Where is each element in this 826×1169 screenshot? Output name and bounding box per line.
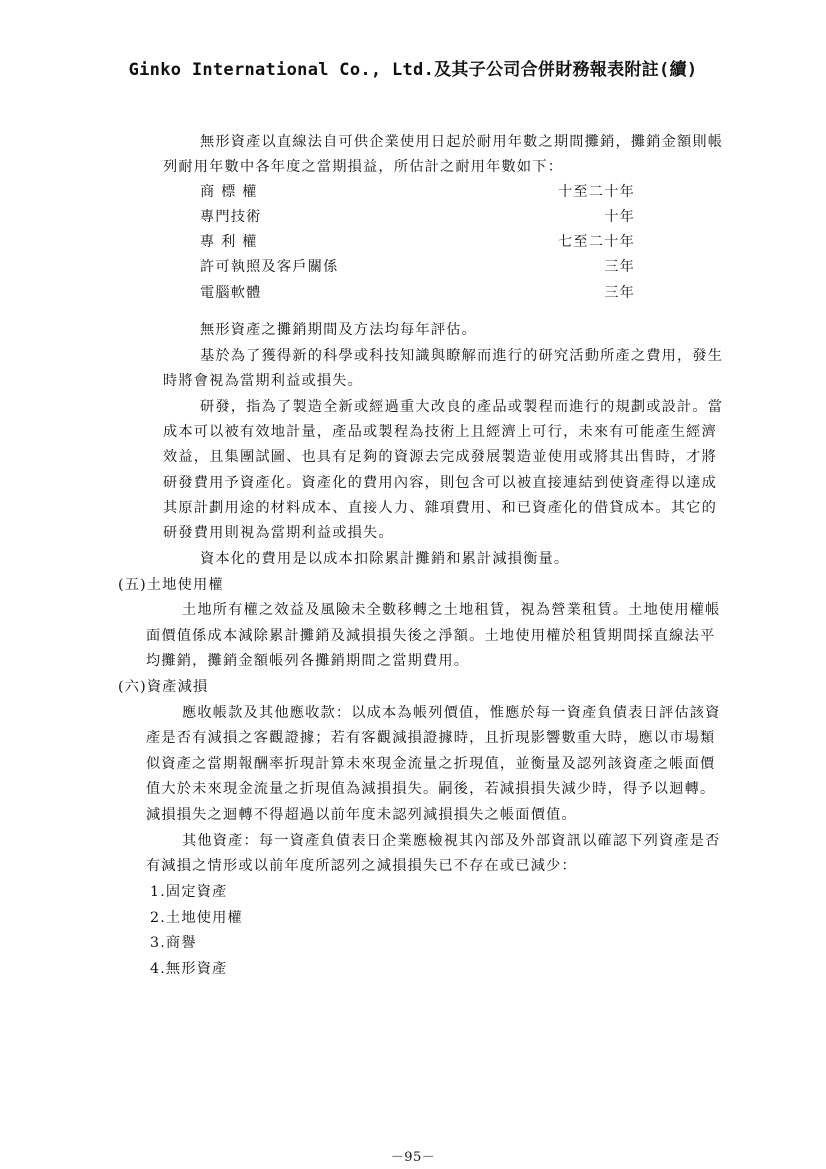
paragraph-line: 似資產之當期報酬率折現計算未來現金流量之折現值，並衡量及認列該資產之帳面價 xyxy=(146,756,716,772)
section-heading-impairment: (六)資產減損 xyxy=(118,679,209,695)
asset-name: 電腦軟體 xyxy=(200,285,262,301)
asset-years: 十至二十年 xyxy=(558,184,635,200)
paragraph-line: 土地所有權之效益及風險未全數移轉之土地租賃，視為營業租賃。土地使用權帳 xyxy=(182,602,721,618)
paragraph-line: 其原計劃用途的材料成本、直接人力、雜項費用、和已資產化的借貸成本。其它的 xyxy=(163,500,717,516)
section-heading-land-use: (五)土地使用權 xyxy=(118,577,224,593)
paragraph-line: 其他資產：每一資產負債表日企業應檢視其內部及外部資訊以確認下列資產是否 xyxy=(182,833,721,849)
asset-name: 專門技術 xyxy=(200,209,262,225)
list-item: 3.商譽 xyxy=(150,935,197,951)
asset-name: 商 標 權 xyxy=(200,184,258,200)
paragraph-line: 列耐用年數中各年度之當期損益，所估計之耐用年數如下： xyxy=(163,159,564,175)
page-header: Ginko International Co., Ltd.及其子公司合併財務報表附註(續) xyxy=(128,60,698,80)
paragraph-line: 無形資產以直線法自可供企業使用日起於耐用年數之期間攤銷，攤銷金額則帳 xyxy=(200,134,724,150)
asset-years: 三年 xyxy=(604,259,635,275)
list-item: 4.無形資產 xyxy=(150,961,228,977)
list-item: 1.固定資產 xyxy=(150,884,228,900)
paragraph-line: 無形資產之攤銷期間及方法均每年評估。 xyxy=(200,322,477,338)
paragraph-line: 研發，指為了製造全新或經過重大改良的產品或製程而進行的規劃或設計。當 xyxy=(200,399,724,415)
paragraph-line: 減損損失之迴轉不得超過以前年度未認列減損損失之帳面價值。 xyxy=(146,807,577,823)
paragraph-line: 應收帳款及其他應收款：以成本為帳列價值，惟應於每一資產負債表日評估該資 xyxy=(182,705,721,721)
paragraph-line: 成本可以被有效地計量，產品或製程為技術上且經濟上可行，未來有可能產生經濟 xyxy=(163,424,717,440)
paragraph-line: 時將會視為當期利益或損失。 xyxy=(163,373,364,389)
page-number: －95－ xyxy=(390,1150,436,1165)
paragraph-line: 研發費用予資產化。資產化的費用內容，則包含可以被直接連結到使資產得以達成 xyxy=(163,475,717,491)
paragraph-line: 產是否有減損之客觀證據；若有客觀減損證據時，且折現影響數重大時，應以市場類 xyxy=(146,730,716,746)
paragraph-line: 基於為了獲得新的科學或科技知識與瞭解而進行的研究活動所產之費用，發生 xyxy=(200,348,724,364)
paragraph-line: 效益，且集團試圖、也具有足夠的資源去完成發展製造並使用或將其出售時，才將 xyxy=(163,449,717,465)
asset-name: 許可執照及客戶關係 xyxy=(200,259,339,275)
asset-name: 專 利 權 xyxy=(200,234,258,250)
paragraph-line: 值大於未來現金流量之折現值為減損損失。嗣後，若減損損失減少時，得予以迴轉。 xyxy=(146,781,716,797)
paragraph-line: 有減損之情形或以前年度所認列之減損損失已不存在或已減少： xyxy=(146,858,577,874)
paragraph-line: 均攤銷，攤銷金額帳列各攤銷期間之當期費用。 xyxy=(146,653,470,669)
asset-years: 三年 xyxy=(604,285,635,301)
asset-years: 七至二十年 xyxy=(558,234,635,250)
asset-years: 十年 xyxy=(604,209,635,225)
list-item: 2.土地使用權 xyxy=(150,910,243,926)
paragraph-line: 面價值係成本減除累計攤銷及減損損失後之淨額。土地使用權於租賃期間採直線法平 xyxy=(146,628,716,644)
paragraph-line: 研發費用則視為當期利益或損失。 xyxy=(163,525,394,541)
paragraph-line: 資本化的費用是以成本扣除累計攤銷和累計減損衡量。 xyxy=(200,551,570,567)
